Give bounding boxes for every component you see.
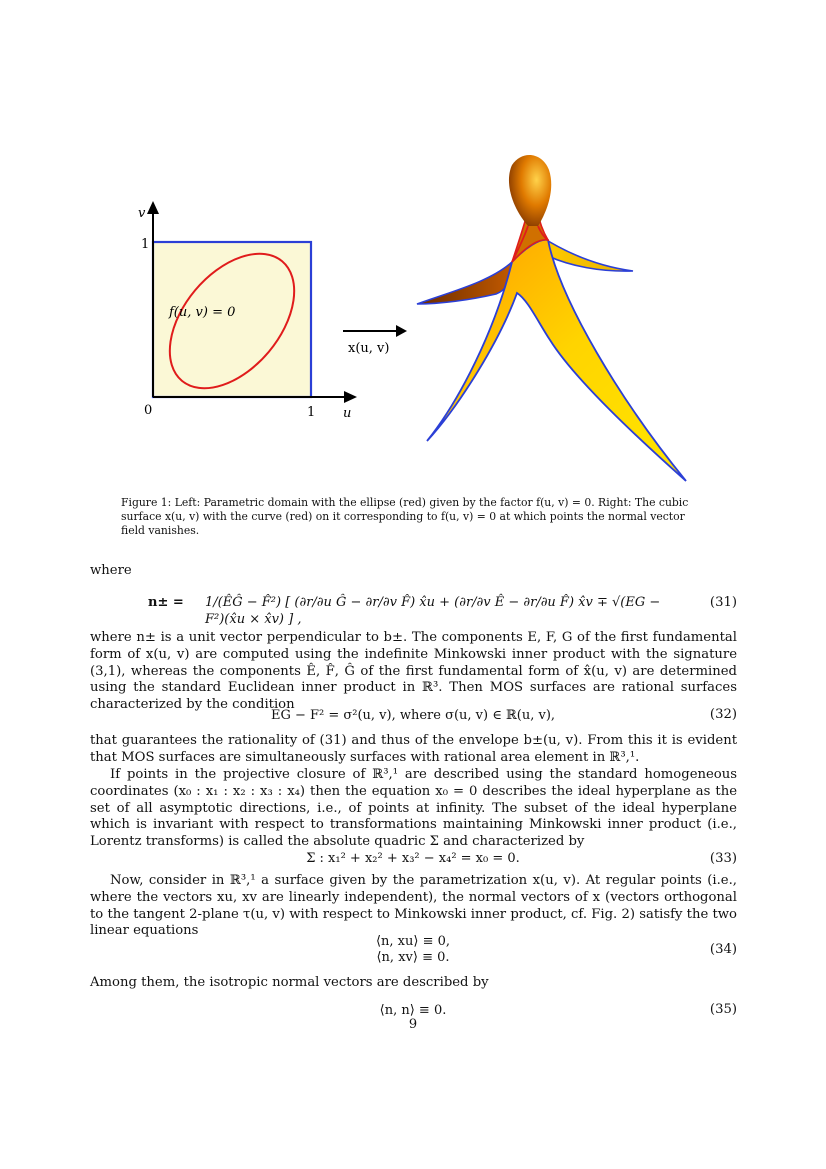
- v-axis-arrowhead: [147, 201, 159, 214]
- v-tick-1: 1: [141, 237, 150, 252]
- surface-left-wing: [417, 262, 513, 304]
- cubic-surface: [417, 155, 686, 481]
- paragraph-1: where n± is a unit vector perpendicular to b±. The components E, F, G of the first fundamental form of x(u, v) are computed using the indefinite Minkowski inner product with the signature (3,1), whereas the components Ê, F̂, Ĝ of the first fundamental form of x̂(u, v) are determined using the standard Euclidean inner product in ℝ³. Then MOS surfaces are rational surfaces characterized by the condition: [90, 630, 737, 713]
- eq32: EG − F² = σ²(u, v), where σ(u, v) ∈ ℝ(u, v),: [270, 708, 556, 723]
- eq32-number: (32): [709, 707, 737, 722]
- eq34-first: ⟨n, xu⟩ ≡ 0,: [375, 934, 451, 949]
- map-label: x(u, v): [348, 341, 390, 356]
- surface-legs: [427, 240, 686, 481]
- eq34-second: ⟨n, xv⟩ ≡ 0.: [376, 950, 450, 965]
- ellipse-label: f(u, v) = 0: [169, 305, 236, 320]
- eq33-number: (33): [709, 851, 737, 866]
- paragraph-2: that guarantees the rationality of (31) and thus of the envelope b±(u, v). From this it is evident that MOS surfaces are simultaneously surfaces with rational area element in ℝ³,¹.: [90, 733, 737, 765]
- eq35: ⟨n, n⟩ ≡ 0.: [379, 1003, 447, 1018]
- figure-1: [0, 0, 826, 500]
- eq31-rhs: 1/(ÊĜ − F̂²) [ (∂r/∂u Ĝ − ∂r/∂v F̂) x̂u + (∂r/∂v Ê − ∂r/∂u F̂) x̂v ∓ √(EG − F²)(x̂u × x̂v) ] ,: [205, 595, 661, 627]
- map-arrowhead: [396, 325, 407, 337]
- eq31-lhs: n± =: [148, 595, 184, 610]
- eq34-number: (34): [709, 942, 737, 957]
- u-tick-1: 1: [307, 405, 316, 420]
- u-axis-arrowhead: [344, 391, 357, 403]
- u-axis-label: u: [343, 406, 352, 421]
- paragraph-3: If points in the projective closure of ℝ³,¹ are described using the standard homogeneous coordinates (x₀ : x₁ : x₂ : x₃ : x₄) then the equation x₀ = 0 describes the ideal hyperplane as the set of all asymptotic directions, i.e., of points at infinity. The subset of the ideal hyperplane which is invariant with respect to transformations maintaining Minkowski inner product (i.e., Lorentz transforms) is called the absolute quadric Σ and characterized by: [90, 767, 737, 850]
- eq31-number: (31): [709, 595, 737, 610]
- origin-tick: 0: [144, 403, 153, 418]
- page-number: 9: [408, 1017, 418, 1032]
- where-label: where: [90, 563, 132, 578]
- v-axis-label: v: [138, 206, 146, 221]
- paragraph-4: Now, consider in ℝ³,¹ a surface given by the parametrization x(u, v). At regular points (i.e., where the vectors xu, xv are linearly independent), the normal vectors of x (vectors orthogonal to the tangent 2-plane τ(u, v) with respect to Minkowski inner product, cf. Fig. 2) satisfy the two linear equations: [90, 873, 737, 939]
- eq35-number: (35): [709, 1002, 737, 1017]
- eq33: Σ : x₁² + x₂² + x₃² − x₄² = x₀ = 0.: [306, 851, 520, 866]
- paragraph-5: Among them, the isotropic normal vectors are described by: [90, 975, 489, 990]
- surface-bulb: [509, 155, 551, 226]
- figure-caption: Figure 1: Left: Parametric domain with the ellipse (red) given by the factor f(u, v) = 0. Right: The cubic surface x(u, v) with the curve (red) on it corresponding to f(u, v) = 0 at which points the normal vector field vanishes.: [121, 496, 689, 537]
